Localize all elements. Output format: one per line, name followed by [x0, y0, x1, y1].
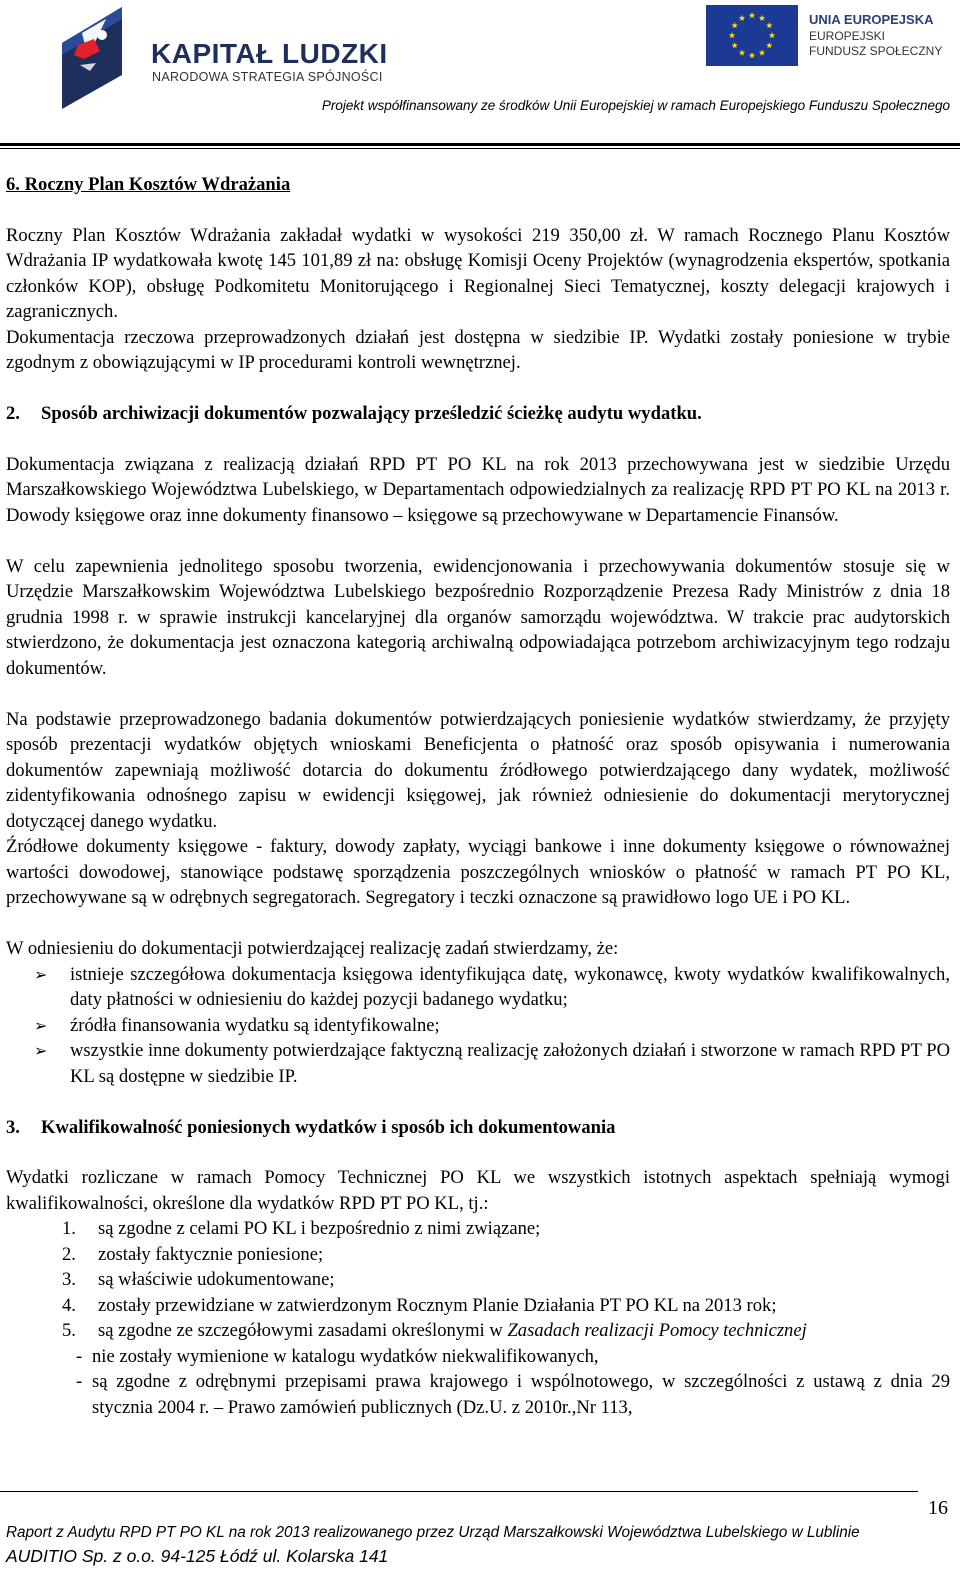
footer-company-address: AUDITIO Sp. z o.o. 94-125 Łódź ul. Kolarska 141	[6, 1546, 389, 1566]
list-item: 1. są zgodne z celami PO KL i bezpośrednio z nimi związane;	[62, 1218, 541, 1239]
section-2-paragraph-4: Źródłowe dokumenty księgowe - faktury, dowody zapłaty, wyciągi bankowe i inne dokumenty księgowe o równoważnej wartości dowodowej, stanowiące podstawę sporządzenia poszczególnych wniosków o płatność w ramach PT PO KL, przechowywane są w odrębnych segregatorach. Segregatory i teczki oznaczone są prawidłowo logo UE i PO KL.	[6, 836, 950, 908]
list-item: - są zgodne z odrębnymi przepisami prawa krajowego i wspólnotowego, w szczególności z ustawą z dnia 29 stycznia 2004 r. – Prawo zamówień publicznych (Dz.U. z 2010r.,Nr 113,	[76, 1371, 950, 1418]
arrow-bullet-icon: ➢	[34, 964, 48, 984]
cofinancing-note: Projekt współfinansowany ze środków Unii Europejskiej w ramach Europejskiego Funduszu Społecznego	[321, 98, 950, 113]
section-2-title: Sposób archiwizacji dokumentów pozwalający prześledzić ścieżkę audytu wydatku.	[41, 403, 702, 424]
eu-flag-icon	[706, 5, 798, 66]
section-3-title: Kwalifikowalność poniesionych wydatków i sposób ich dokumentowania	[41, 1116, 616, 1138]
section-3-number: 3.	[6, 1116, 20, 1138]
section-2-paragraph-3: Na podstawie przeprowadzonego badania dokumentów potwierdzających poniesienie wydatków stwierdzamy, że przyjęty sposób prezentacji wydatków objętych wnioskami Beneficjenta o płatność oraz sposób opisywania i numerowania dokumentów zapewniają możliwość dotarcia do dokumentu źródłowego potwierdzającego dany wydatek, możliwość zidentyfikowania odnośnego zapisu w ewidencji księgowej, jak również odniesienie do dokumentacji merytorycznej dotyczącej danego wydatku.	[6, 708, 950, 832]
section-2-paragraph-1: Dokumentacja związana z realizacją działań RPD PT PO KL na rok 2013 przechowywana jest w siedzibie Urzędu Marszałkowskiego Województwa Lubelskiego, w Departamentach odpowiedzialnych za realizację RPD PT PO KL na 2013 r. Dowody księgowe oraz inne dokumenty finansowo – księgowe są przechowywane w Departamencie Finansów.	[6, 453, 950, 526]
list-item: 2. zostały faktycznie poniesione;	[62, 1243, 324, 1265]
list-item: - nie zostały wymienione w katalogu wydatków niekwalifikowanych,	[76, 1345, 599, 1367]
section-6-paragraph-2: Dokumentacja rzeczowa przeprowadzonych działań jest dostępna w siedzibie IP. Wydatki zostały poniesione w trybie zgodnym z obowiązującymi w IP procedurami kontroli wewnętrznej.	[6, 326, 950, 373]
page-header	[0, 0, 960, 150]
kapital-ludzki-logo-icon	[60, 5, 130, 109]
eu-fund-line2: FUNDUSZ SPOŁECZNY	[809, 44, 943, 58]
document-body	[6, 172, 950, 1420]
list-item: 4. zostały przewidziane w zatwierdzonym Rocznym Planie Działania PT PO KL na 2013 rok;	[62, 1294, 777, 1316]
list-item: ➢ istnieje szczegółowa dokumentacja księgowa identyfikująca datę, wykonawcę, kwoty wydatków kwalifikowalnych, daty płatności w odniesieniu do każdej pozycji badanego wydatku;	[34, 963, 950, 1010]
arrow-bullet-icon: ➢	[34, 1041, 48, 1060]
kapital-ludzki-title: KAPITAŁ LUDZKI	[151, 38, 388, 69]
findings-list	[34, 962, 950, 1090]
section-3-paragraph-1: Wydatki rozliczane w ramach Pomocy Technicznej PO KL we wszystkich istotnych aspektach spełniają wymogi kwalifikowalności, określone dla wydatków RPD PT PO KL, tj.:	[6, 1167, 950, 1214]
section-2-number: 2.	[6, 403, 20, 424]
eu-fund-line1: EUROPEJSKI	[809, 29, 886, 43]
section-6-heading: 6. Roczny Plan Kosztów Wdrażania	[6, 174, 291, 195]
list-item: ➢ wszystkie inne dokumenty potwierdzające faktyczną realizację założonych działań i stworzone w ramach RPD PT PO KL są dostępne w siedzibie IP.	[34, 1040, 950, 1087]
list-item: 3. są właściwie udokumentowane;	[62, 1269, 335, 1290]
kapital-ludzki-subtitle: NARODOWA STRATEGIA SPÓJNOŚCI	[152, 70, 383, 84]
eligibility-list	[62, 1216, 950, 1344]
footer-divider	[0, 1491, 918, 1492]
section-2-paragraph-2: W celu zapewnienia jednolitego sposobu tworzenia, ewidencjonowania i przechowywania dokumentów stosuje się w Urzędzie Marszałkowskim Województwa Lubelskiego bezpośrednio Rozporządzenie Prezesa Rady Ministrów z dnia 18 grudnia 1998 r. w sprawie instrukcji kancelaryjnej dla organów samorządu województwa. W trakcie prac audytorskich stwierdzono, że dokumentacja jest oznaczona kategorią archiwalną odpowiadająca potrzebom archiwizacyjnym tego rodzaju dokumentów.	[6, 555, 950, 679]
page-number: 16	[928, 1497, 948, 1519]
arrow-bullet-icon: ➢	[34, 1015, 48, 1035]
footer-report-title: Raport z Audytu RPD PT PO KL na rok 2013 realizowanego przez Urząd Marszałkowski Województwa Lubelskiego w Lublinie	[6, 1524, 860, 1541]
section-2-heading	[6, 401, 950, 427]
list-item: ➢ źródła finansowania wydatku są identyfikowalne;	[34, 1013, 950, 1039]
eligibility-sublist	[76, 1344, 950, 1421]
section-3-heading	[6, 1115, 950, 1141]
header-divider-thin	[0, 148, 960, 149]
list-item: 5. są zgodne ze szczegółowymi zasadami określonymi w Zasadach realizacji Pomocy technicznej	[62, 1320, 807, 1341]
header-divider	[0, 143, 960, 146]
section-6-paragraph-1: Roczny Plan Kosztów Wdrażania zakładał wydatki w wysokości 219 350,00 zł. W ramach Rocznego Planu Kosztów Wdrażania IP wydatkowała kwotę 145 101,89 zł na: obsługę Komisji Oceny Projektów (wynagrodzenia ekspertów, spotkania członków KOP), obsługę Podkomitetu Monitorującego i Regionalnej Sieci Tematycznej, koszty delegacji krajowych i zagranicznych.	[6, 224, 950, 322]
eu-title: UNIA EUROPEJSKA	[809, 12, 934, 27]
section-2-paragraph-5: W odniesieniu do dokumentacji potwierdzającej realizację zadań stwierdzamy, że:	[6, 938, 619, 959]
